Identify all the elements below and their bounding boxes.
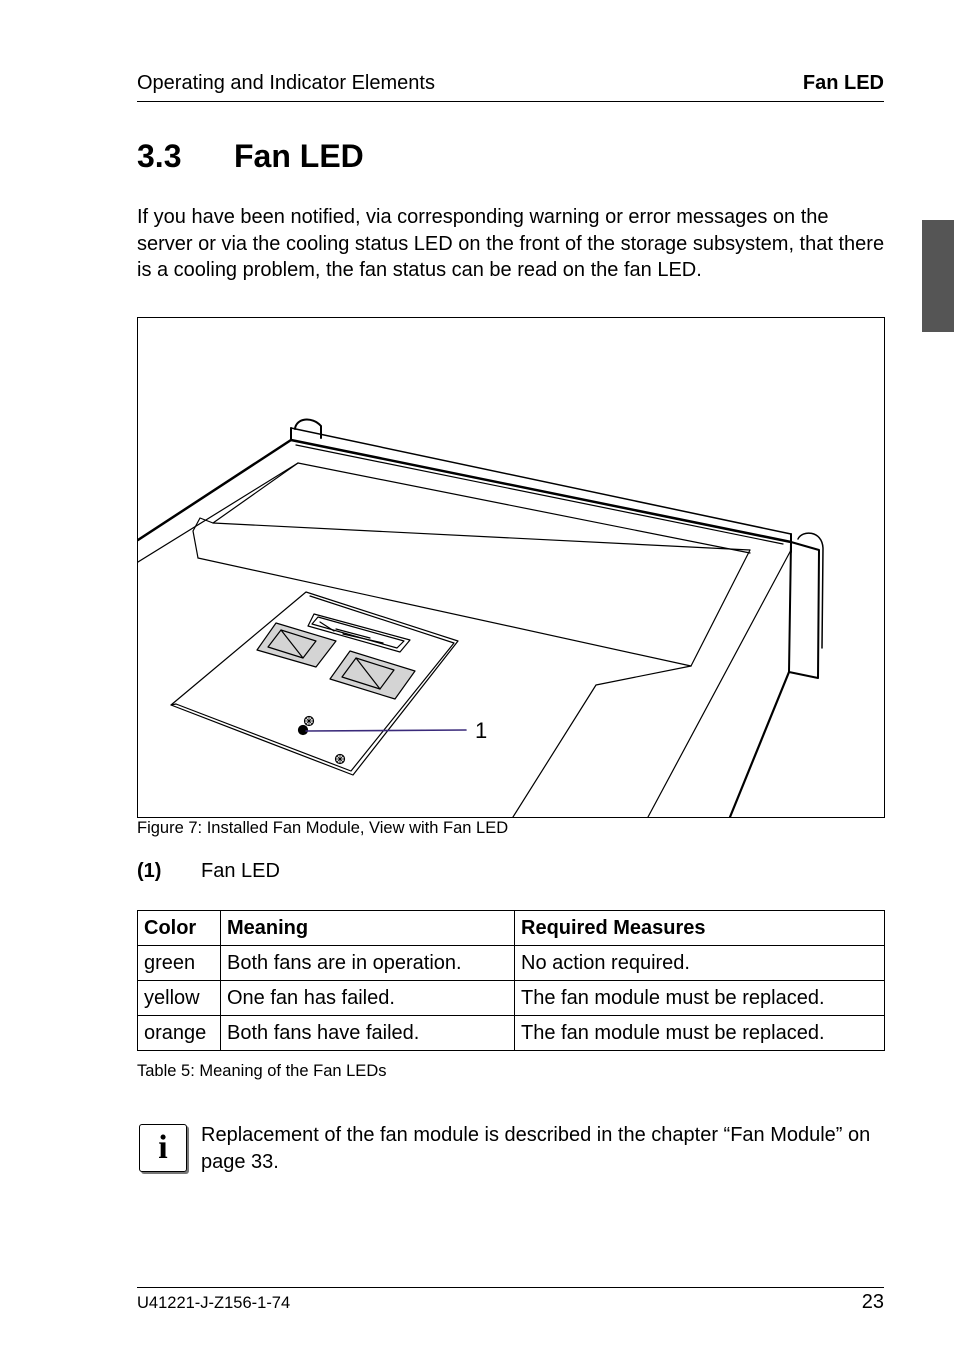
info-note: Replacement of the fan module is described in the chapter “Fan Module” on page 33. [201, 1124, 871, 1173]
info-icon: i [139, 1124, 187, 1172]
fan-module-figure [137, 317, 885, 818]
section-number: 3.3 [137, 138, 182, 174]
chapter-thumb-tab [922, 220, 954, 332]
table-caption: Table 5: Meaning of the Fan LEDs [137, 1062, 387, 1080]
table-cell: No action required. [515, 946, 885, 981]
page-number: 23 [861, 1291, 884, 1313]
callout-number: 1 [475, 718, 488, 743]
section-title: Fan LED [234, 138, 364, 174]
running-header-section: Fan LED [802, 72, 884, 94]
legend-label: Fan LED [201, 860, 280, 882]
table-row [138, 981, 885, 1016]
table-cell: The fan module must be replaced. [515, 1016, 885, 1051]
table-row [138, 946, 885, 981]
table-cell: Both fans are in operation. [221, 946, 515, 981]
intro-paragraph: If you have been notified, via corresponding warning or error messages on the server or via the cooling status LED on the front of the storage subsystem, that there is a cooling problem, the fan status can be read on the fan LED. [137, 206, 885, 281]
legend-key: (1) [137, 860, 162, 882]
table-cell: One fan has failed. [221, 981, 515, 1016]
figure-legend-item [137, 860, 280, 883]
table-cell: Both fans have failed. [221, 1016, 515, 1051]
table-cell: The fan module must be replaced. [515, 981, 885, 1016]
footer-rule [137, 1287, 884, 1288]
fan-module-drawing [138, 318, 884, 817]
running-header-chapter: Operating and Indicator Elements [137, 72, 435, 94]
fan-led [299, 726, 308, 735]
table-header-cell: Required Measures [515, 911, 885, 946]
figure-caption: Figure 7: Installed Fan Module, View with Fan LED [137, 819, 509, 837]
table-cell: orange [138, 1016, 221, 1051]
table-header-cell: Color [138, 911, 221, 946]
fan-led-table [137, 910, 885, 1051]
footer-doc-id: U41221-J-Z156-1-74 [137, 1294, 291, 1312]
table-row [138, 1016, 885, 1051]
section-heading [137, 138, 364, 175]
table-cell: yellow [138, 981, 221, 1016]
callout-leader [306, 730, 466, 731]
table-cell: green [138, 946, 221, 981]
header-rule [137, 101, 884, 102]
table-header-row [138, 911, 885, 946]
table-header-cell: Meaning [221, 911, 515, 946]
